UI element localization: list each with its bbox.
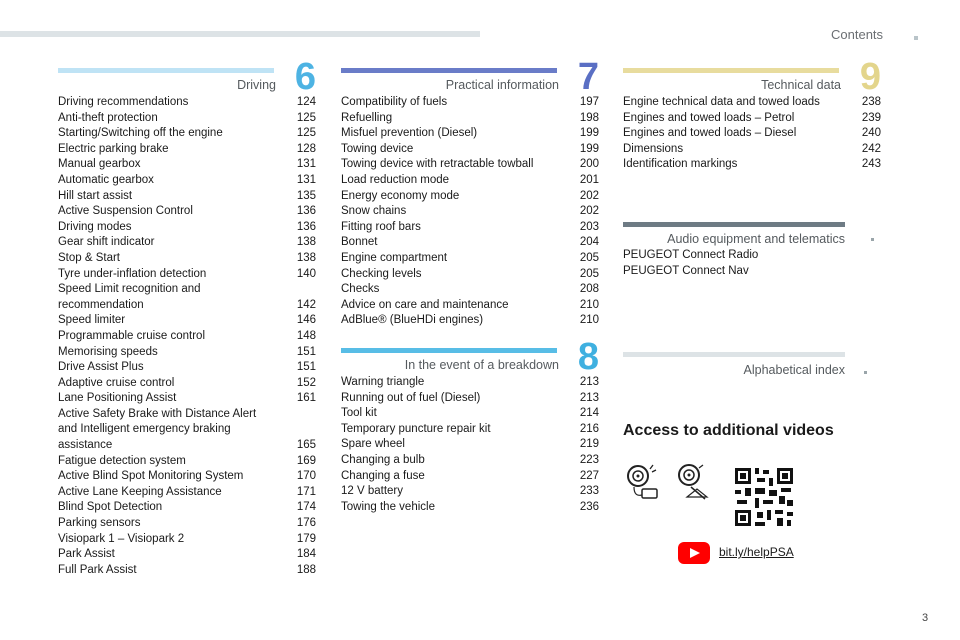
toc-entry[interactable] bbox=[341, 157, 599, 173]
toc-entry-page: 131 bbox=[296, 158, 316, 171]
top-decor-bar bbox=[0, 31, 480, 37]
toc-entry[interactable] bbox=[623, 111, 881, 127]
toc-entry-label: Programmable cruise control bbox=[58, 329, 206, 342]
toc-entry-label: Manual gearbox bbox=[58, 158, 141, 171]
toc-entry[interactable] bbox=[341, 469, 599, 485]
section-number: 6 bbox=[294, 56, 316, 98]
toc-entry[interactable] bbox=[58, 220, 316, 236]
toc-entry-label: Engines and towed loads – Petrol bbox=[623, 111, 795, 124]
toc-entry-label: Changing a bulb bbox=[341, 453, 425, 466]
toc-entry-page: 210 bbox=[579, 298, 599, 311]
toc-entry-page: 238 bbox=[861, 96, 881, 108]
section-practical bbox=[341, 56, 599, 327]
toc-entry[interactable] bbox=[341, 251, 599, 267]
toc-entry[interactable] bbox=[341, 313, 599, 329]
toc-entry[interactable] bbox=[58, 251, 316, 267]
toc-entry-page: 213 bbox=[579, 376, 599, 388]
toc-entry[interactable] bbox=[58, 454, 316, 470]
toc-entry[interactable] bbox=[341, 375, 599, 391]
toc-entry[interactable] bbox=[58, 547, 316, 563]
toc-entry-label: Engines and towed loads – Diesel bbox=[623, 127, 797, 140]
toc-entry-page: 170 bbox=[296, 470, 316, 483]
toc-entry-page: 227 bbox=[579, 469, 599, 482]
toc-entry[interactable] bbox=[58, 469, 316, 485]
toc-entry[interactable] bbox=[341, 126, 599, 142]
toc-entry-page: 179 bbox=[296, 532, 316, 545]
toc-entry-label: Engine compartment bbox=[341, 251, 448, 264]
toc-list bbox=[623, 95, 881, 173]
toc-entry-page: 201 bbox=[579, 173, 599, 186]
toc-entry-label: Warning triangle bbox=[341, 376, 425, 388]
toc-entry-label: Driving modes bbox=[58, 220, 132, 233]
toc-entry-page: 205 bbox=[579, 251, 599, 264]
toc-entry-page: 184 bbox=[296, 548, 316, 561]
toc-entry-label: Driving recommendations bbox=[58, 96, 189, 108]
section-bar bbox=[623, 352, 845, 357]
toc-entry-label: Identification markings bbox=[623, 158, 738, 171]
toc-entry[interactable] bbox=[58, 376, 316, 392]
toc-entry-page: 125 bbox=[296, 127, 316, 140]
toc-entry-label: Hill start assist bbox=[58, 189, 133, 202]
section-number: 9 bbox=[859, 56, 881, 98]
toc-entry-page: 223 bbox=[579, 453, 599, 466]
toc-entry-label: Memorising speeds bbox=[58, 345, 158, 358]
toc-entry-label: Towing the vehicle bbox=[341, 500, 435, 513]
toc-entry[interactable] bbox=[341, 282, 599, 298]
toc-entry-page: 239 bbox=[861, 111, 881, 124]
toc-entry[interactable] bbox=[58, 173, 316, 189]
toc-entry[interactable] bbox=[341, 453, 599, 469]
toc-entry-page: 125 bbox=[296, 111, 316, 124]
toc-entry-page: 240 bbox=[861, 127, 881, 140]
toc-entry[interactable] bbox=[341, 391, 599, 407]
toc-entry-label: Engine technical data and towed loads bbox=[623, 96, 820, 108]
toc-entry[interactable] bbox=[58, 391, 316, 407]
toc-entry[interactable] bbox=[58, 189, 316, 205]
toc-entry[interactable] bbox=[58, 157, 316, 173]
toc-entry[interactable] bbox=[341, 500, 599, 516]
toc-entry-label: Gear shift indicator bbox=[58, 236, 155, 249]
toc-entry-label: PEUGEOT Connect Radio bbox=[623, 249, 759, 261]
toc-entry-label: Towing device with retractable towball bbox=[341, 158, 534, 171]
toc-entry-label: Starting/Switching off the engine bbox=[58, 127, 223, 140]
toc-entry[interactable] bbox=[623, 95, 881, 111]
toc-entry-page: 165 bbox=[296, 439, 316, 452]
toc-entry-label: Automatic gearbox bbox=[58, 173, 154, 186]
toc-entry-page: 208 bbox=[579, 283, 599, 296]
toc-entry-label: Refuelling bbox=[341, 111, 393, 124]
toc-entry[interactable] bbox=[58, 142, 316, 158]
toc-entry-label: Drive Assist Plus bbox=[58, 361, 144, 374]
toc-entry-page: 243 bbox=[861, 158, 881, 171]
toc-entry-label: Running out of fuel (Diesel) bbox=[341, 391, 481, 404]
toc-entry-page: 216 bbox=[579, 422, 599, 435]
toc-entry-page: 188 bbox=[296, 563, 316, 576]
toc-entry-label: Active Lane Keeping Assistance bbox=[58, 485, 222, 498]
toc-entry-page: 203 bbox=[579, 220, 599, 233]
toc-entry-page: 199 bbox=[579, 142, 599, 155]
toc-entry-label: Speed limiter bbox=[58, 314, 126, 327]
section-index bbox=[623, 352, 845, 377]
toc-entry-page: 151 bbox=[296, 361, 316, 374]
toc-entry-label: Temporary puncture repair kit bbox=[341, 422, 491, 435]
toc-entry-page: 136 bbox=[296, 220, 316, 233]
toc-entry-page: 204 bbox=[579, 236, 599, 249]
toc-entry-label: Active Suspension Control bbox=[58, 205, 193, 218]
section-bar bbox=[58, 68, 274, 73]
toc-entry[interactable] bbox=[341, 220, 599, 236]
toc-entry-label: PEUGEOT Connect Nav bbox=[623, 264, 749, 277]
toc-entry-label: Speed Limit recognition and recommendation bbox=[58, 283, 201, 311]
toc-entry[interactable] bbox=[341, 95, 599, 111]
toc-entry-page: 242 bbox=[861, 142, 881, 155]
toc-entry-page: 233 bbox=[579, 485, 599, 498]
section-bar bbox=[623, 222, 845, 227]
toc-entry-label: Compatibility of fuels bbox=[341, 96, 448, 108]
toc-entry[interactable] bbox=[341, 204, 599, 220]
toc-entry-page: 146 bbox=[296, 314, 316, 327]
toc-entry-label: Adaptive cruise control bbox=[58, 376, 175, 389]
toc-entry-page: 148 bbox=[296, 329, 316, 342]
toc-entry-page: 151 bbox=[296, 345, 316, 358]
toc-list bbox=[341, 95, 599, 329]
decor-dot-icon bbox=[871, 238, 874, 241]
section-title: In the event of a breakdown bbox=[404, 358, 559, 372]
toc-entry-page: 136 bbox=[296, 205, 316, 218]
videos-link[interactable]: bit.ly/helpPSA bbox=[719, 545, 794, 559]
toc-entry-label: Spare wheel bbox=[341, 438, 405, 451]
toc-entry-label: Checks bbox=[341, 283, 380, 296]
toc-entry[interactable] bbox=[58, 485, 316, 501]
toc-entry-page: 128 bbox=[296, 142, 316, 155]
toc-entry[interactable] bbox=[58, 313, 316, 329]
section-title: Practical information bbox=[445, 78, 559, 92]
contents-link[interactable]: Contents bbox=[831, 27, 884, 42]
toc-entry-label: Advice on care and maintenance bbox=[341, 298, 509, 311]
toc-entry-label: Active Blind Spot Monitoring System bbox=[58, 470, 244, 483]
toc-entry-label: Park Assist bbox=[58, 548, 115, 561]
toc-list bbox=[623, 248, 845, 279]
section-driving bbox=[58, 56, 316, 576]
toc-entry-label: Energy economy mode bbox=[341, 189, 460, 202]
toc-entry[interactable] bbox=[58, 563, 316, 579]
toc-entry-label: Fitting roof bars bbox=[341, 220, 421, 233]
toc-entry[interactable] bbox=[341, 298, 599, 314]
toc-entry[interactable] bbox=[58, 95, 316, 111]
section-title[interactable]: Alphabetical index bbox=[743, 363, 845, 377]
toc-entry-label: Dimensions bbox=[623, 142, 684, 155]
toc-entry-page: 174 bbox=[296, 501, 316, 514]
toc-entry[interactable] bbox=[58, 282, 316, 313]
section-audio bbox=[623, 222, 845, 277]
toc-entry-page: 140 bbox=[296, 267, 316, 280]
toc-entry-page: 171 bbox=[296, 485, 316, 498]
toc-entry[interactable] bbox=[341, 189, 599, 205]
toc-entry-page: 219 bbox=[579, 438, 599, 451]
toc-entry-page: 205 bbox=[579, 267, 599, 280]
toc-entry[interactable] bbox=[58, 267, 316, 283]
toc-entry[interactable] bbox=[58, 235, 316, 251]
toc-entry[interactable] bbox=[58, 126, 316, 142]
toc-entry-page: 124 bbox=[296, 96, 316, 108]
toc-entry-page: 161 bbox=[296, 392, 316, 405]
toc-entry[interactable] bbox=[341, 235, 599, 251]
section-number: 7 bbox=[577, 56, 599, 98]
toc-entry-label: Parking sensors bbox=[58, 517, 141, 530]
toc-entry-page: 176 bbox=[296, 517, 316, 530]
page-number: 3 bbox=[922, 612, 929, 624]
toc-entry-label: Changing a fuse bbox=[341, 469, 425, 482]
toc-entry-label: Blind Spot Detection bbox=[58, 501, 163, 514]
section-number: 8 bbox=[577, 336, 599, 378]
toc-entry-label: Misfuel prevention (Diesel) bbox=[341, 127, 478, 140]
toc-entry-page: 236 bbox=[579, 500, 599, 513]
section-title: Driving bbox=[237, 78, 276, 92]
toc-entry-label: Anti-theft protection bbox=[58, 111, 158, 124]
toc-entry-label: Stop & Start bbox=[58, 251, 121, 264]
toc-entry-label: Towing device bbox=[341, 142, 414, 155]
toc-entry[interactable] bbox=[623, 264, 845, 280]
toc-entry-page: 138 bbox=[296, 251, 316, 264]
toc-entry[interactable] bbox=[58, 345, 316, 361]
toc-entry[interactable] bbox=[623, 142, 881, 158]
toc-entry[interactable] bbox=[58, 407, 316, 454]
toc-entry[interactable] bbox=[58, 204, 316, 220]
section-bar bbox=[623, 68, 839, 73]
youtube-play-icon[interactable] bbox=[678, 542, 710, 564]
toc-entry[interactable] bbox=[341, 267, 599, 283]
toc-entry-label: Tyre under-inflation detection bbox=[58, 267, 207, 280]
section-bar bbox=[341, 68, 557, 73]
toc-entry[interactable] bbox=[341, 484, 599, 500]
toc-entry-page: 198 bbox=[579, 111, 599, 124]
toc-list bbox=[58, 95, 316, 578]
toc-entry-label: Checking levels bbox=[341, 267, 422, 280]
toc-entry-label: Fatigue detection system bbox=[58, 454, 186, 467]
section-bar bbox=[341, 348, 557, 353]
toc-entry-page: 200 bbox=[579, 158, 599, 171]
toc-entry[interactable] bbox=[341, 111, 599, 127]
videos-heading: Access to additional videos bbox=[623, 422, 834, 439]
toc-entry-page: 138 bbox=[296, 236, 316, 249]
toc-entry[interactable] bbox=[341, 142, 599, 158]
toc-entry[interactable] bbox=[58, 532, 316, 548]
toc-entry[interactable] bbox=[623, 157, 881, 173]
toc-entry-page: 210 bbox=[579, 314, 599, 327]
toc-entry[interactable] bbox=[58, 329, 316, 345]
toc-entry-page: 131 bbox=[296, 173, 316, 186]
toc-entry-page: 152 bbox=[296, 376, 316, 389]
toc-list bbox=[341, 375, 599, 515]
section-breakdown bbox=[341, 336, 599, 513]
decor-dot-icon bbox=[864, 371, 867, 374]
section-title: Audio equipment and telematics bbox=[667, 232, 845, 246]
toc-entry-label: Tool kit bbox=[341, 407, 377, 420]
toc-entry-page: 214 bbox=[579, 407, 599, 420]
toc-entry[interactable] bbox=[341, 173, 599, 189]
qr-code-icon bbox=[733, 466, 795, 528]
toc-entry-label: Active Safety Brake with Distance Alert and Intelligent emergency braking assistance bbox=[58, 407, 257, 452]
contents-dot-icon bbox=[914, 36, 918, 40]
toc-entry-page: 202 bbox=[579, 189, 599, 202]
toc-entry[interactable] bbox=[623, 126, 881, 142]
toc-entry-page: 135 bbox=[296, 189, 316, 202]
toc-entry[interactable] bbox=[58, 516, 316, 532]
toc-entry-page: 202 bbox=[579, 205, 599, 218]
toc-entry[interactable] bbox=[341, 437, 599, 453]
toc-entry[interactable] bbox=[341, 422, 599, 438]
toc-entry-label: Snow chains bbox=[341, 205, 407, 218]
section-title: Technical data bbox=[761, 78, 841, 92]
toc-entry-page: 199 bbox=[579, 127, 599, 140]
toc-entry-page: 213 bbox=[579, 391, 599, 404]
toc-entry-page: 169 bbox=[296, 454, 316, 467]
section-technical bbox=[623, 56, 881, 171]
toc-entry-page: 142 bbox=[296, 298, 316, 311]
toc-entry-label: Visiopark 1 – Visiopark 2 bbox=[58, 532, 185, 545]
toc-entry-label: AdBlue® (BlueHDi engines) bbox=[341, 314, 484, 327]
toc-entry[interactable] bbox=[341, 406, 599, 422]
toc-entry-label: Lane Positioning Assist bbox=[58, 392, 177, 405]
toc-entry-label: Full Park Assist bbox=[58, 563, 137, 576]
wheel-change-icon bbox=[677, 463, 717, 503]
toc-entry-label: Load reduction mode bbox=[341, 173, 450, 186]
toc-entry-label: 12 V battery bbox=[341, 485, 404, 498]
wheel-repair-kit-icon bbox=[625, 463, 665, 503]
toc-entry-label: Bonnet bbox=[341, 236, 378, 249]
toc-entry-page: 197 bbox=[579, 96, 599, 108]
toc-entry[interactable] bbox=[623, 248, 845, 264]
toc-entry[interactable] bbox=[58, 500, 316, 516]
toc-entry-label: Electric parking brake bbox=[58, 142, 169, 155]
toc-entry[interactable] bbox=[58, 111, 316, 127]
toc-entry[interactable] bbox=[58, 360, 316, 376]
